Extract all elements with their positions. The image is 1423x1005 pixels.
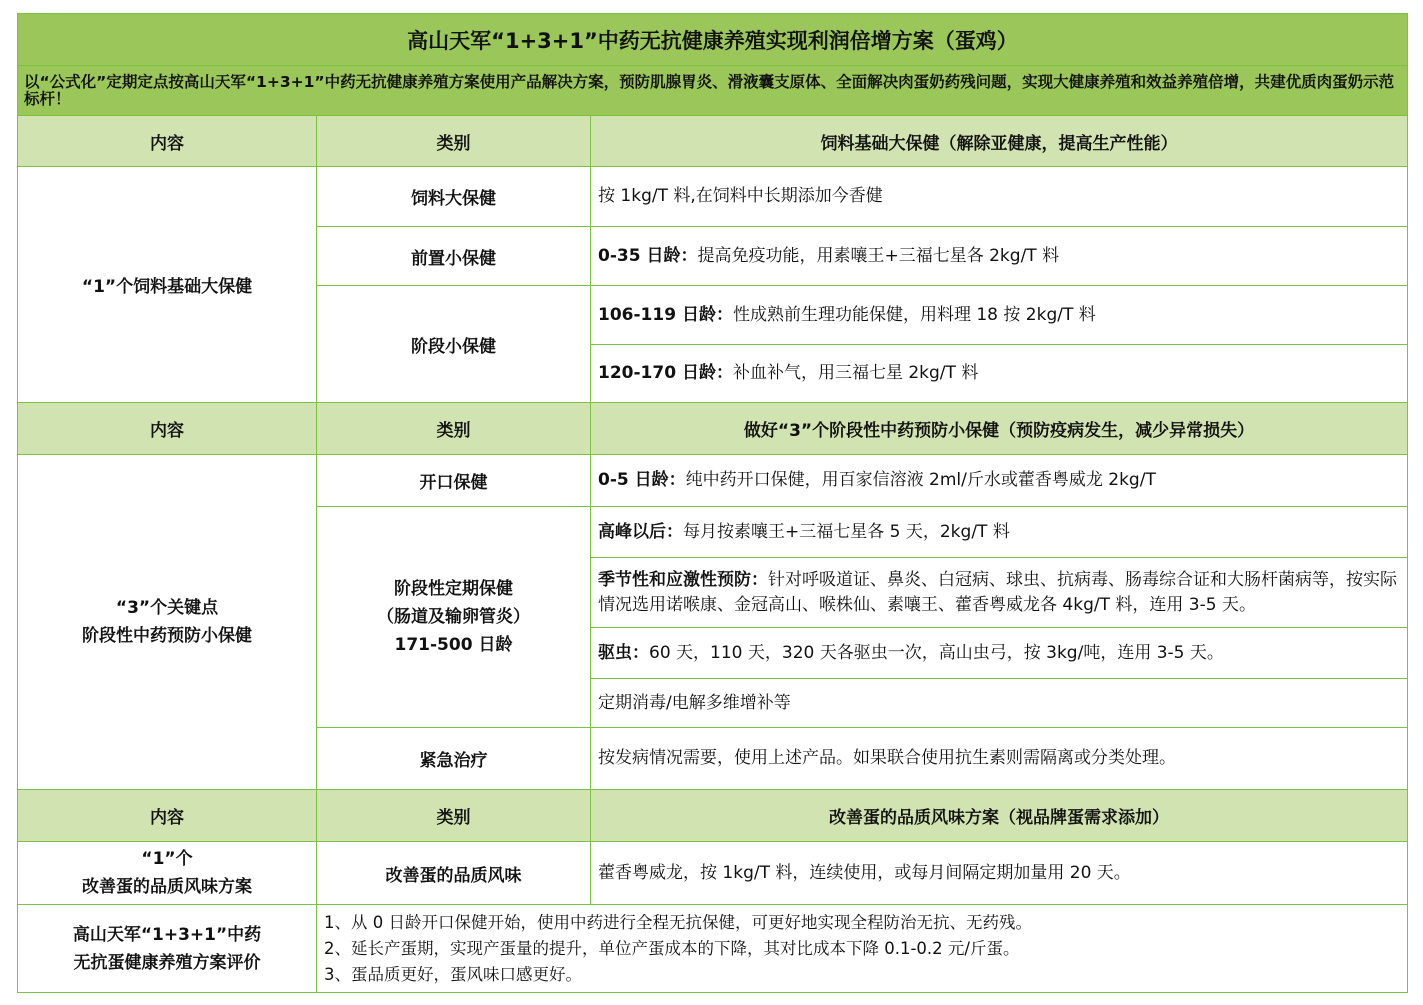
s3-header-content-text: 内容 — [150, 808, 184, 828]
s3-header-content — [17, 789, 317, 842]
s2-periodic-item1-label: 高峰以后： — [598, 521, 683, 542]
s1-row2-text: 提高免疫功能，用素嚷王+三福七星各 2kg/T 料 — [697, 245, 1060, 266]
s2-open-text: 纯中药开口保健，用百家信溶液 2ml/斤水或藿香粤威龙 2kg/T — [685, 470, 1156, 490]
evaluation-items — [316, 904, 1408, 993]
s1-header-category — [316, 115, 591, 167]
s1-row3-category — [316, 285, 591, 403]
s1-header-content — [17, 115, 317, 167]
s2-header-category — [316, 402, 591, 455]
s3-content-line2: 改善蛋的品质风味方案 — [82, 877, 252, 897]
s1-row3-category-text: 阶段小保健 — [411, 336, 496, 357]
s2-content-line2: 阶段性中药预防小保健 — [82, 626, 252, 646]
s1-header-desc — [590, 115, 1408, 167]
s1-row3-text: 性成熟前生理功能保健，用料理 18 按 2kg/T 料 — [732, 304, 1096, 325]
evaluation-label-line1: 高山天军“1+3+1”中药 — [72, 924, 262, 945]
s2-periodic-line3: 171-500 日龄 — [394, 635, 513, 655]
s2-header-content — [17, 402, 317, 455]
s3-text: 藿香粤威龙，按 1kg/T 料，连续使用，或每月间隔定期加量用 20 天。 — [598, 862, 1131, 883]
s2-periodic-item2-label: 季节性和应激性预防： — [598, 569, 768, 590]
s2-open-desc — [590, 454, 1408, 507]
s1-row1-desc — [590, 166, 1408, 227]
s2-emergency-text: 按发病情况需要，使用上述产品。如果联合使用抗生素则需隔离或分类处理。 — [598, 748, 1176, 768]
intro-row — [17, 65, 1408, 116]
s2-periodic-item1 — [590, 506, 1408, 558]
table-title — [17, 13, 1408, 66]
s1-row2-category-text: 前置小保健 — [411, 248, 496, 269]
s1-header-category-text: 类别 — [436, 133, 471, 154]
s2-emergency-category-text: 紧急治疗 — [419, 751, 488, 771]
s3-header-category-text: 类别 — [436, 808, 471, 828]
s2-periodic-item4 — [590, 678, 1408, 728]
plan-table — [17, 13, 1408, 993]
s3-header-desc-text: 改善蛋的品质风味方案（视品牌蛋需求添加） — [829, 808, 1169, 828]
s2-periodic-item3-text: 60 天，110 天，320 天各驱虫一次，高山虫弓，按 3kg/吨，连用 3-5 天。 — [649, 642, 1224, 663]
s1-content-text: “1”个饲料基础大保健 — [81, 277, 253, 297]
s1-row4-desc — [590, 344, 1408, 403]
s1-row2-category — [316, 226, 591, 286]
s2-emergency-desc — [590, 727, 1408, 790]
s2-periodic-line2: （肠道及输卵管炎） — [377, 607, 530, 627]
title-text: 高山天军“1+3+1”中药无抗健康养殖实现利润倍增方案（蛋鸡） — [407, 28, 1018, 53]
s3-header-category — [316, 789, 591, 842]
s2-periodic-item3-label: 驱虫： — [598, 642, 649, 663]
s2-emergency-category — [316, 727, 591, 790]
s2-open-category-text: 开口保健 — [419, 473, 488, 493]
s3-desc — [590, 841, 1408, 905]
evaluation-item-3: 3、蛋品质更好，蛋风味口感更好。 — [324, 964, 582, 984]
s2-open-label: 0-5 日龄： — [598, 470, 686, 490]
s1-row3-label: 106-119 日龄： — [598, 304, 733, 325]
evaluation-label — [17, 904, 317, 993]
s2-periodic-category — [316, 506, 591, 728]
s1-row2-label: 0-35 日龄： — [598, 245, 698, 266]
s3-category — [316, 841, 591, 905]
s2-periodic-item4-text: 定期消毒/电解多维增补等 — [598, 692, 791, 713]
evaluation-label-line2: 无抗蛋健康养殖方案评价 — [73, 952, 261, 973]
evaluation-item-1: 1、从 0 日龄开口保健开始，使用中药进行全程无抗保健，可更好地实现全程防治无抗、无药残。 — [324, 912, 1032, 932]
evaluation-item-2: 2、延长产蛋期，实现产蛋量的提升，单位产蛋成本的下降，其对比成本下降 0.1-0.2 元/斤蛋。 — [324, 938, 1020, 958]
s1-row2-desc — [590, 226, 1408, 286]
s1-header-desc-text: 饲料基础大保健（解除亚健康，提高生产性能） — [820, 133, 1178, 154]
s2-header-desc — [590, 402, 1408, 455]
intro-text: 以“公式化”定期定点按高山天军“1+3+1”中药无抗健康养殖方案使用产品解决方案，预防肌腺胃炎、滑液囊支原体、全面解决肉蛋奶药残问题，实现大健康养殖和效益养殖倍增，共建优质肉蛋奶示范标杆！ — [24, 72, 1395, 108]
s2-header-content-text: 内容 — [150, 421, 184, 441]
s2-content-cell — [17, 454, 317, 790]
s2-content-line1: “3”个关键点 — [115, 598, 219, 618]
s1-header-content-text: 内容 — [150, 133, 184, 154]
s1-row4-text: 补血补气，用三福七星 2kg/T 料 — [732, 363, 979, 383]
s1-content-cell — [17, 166, 317, 403]
s3-category-text: 改善蛋的品质风味 — [385, 865, 522, 886]
s2-header-category-text: 类别 — [436, 421, 471, 441]
s2-periodic-item2 — [590, 557, 1408, 628]
s2-open-category — [316, 454, 591, 507]
s2-periodic-item1-text: 每月按素嚷王+三福七星各 5 天，2kg/T 料 — [683, 521, 1010, 542]
s2-header-desc-text: 做好“3”个阶段性中药预防小保健（预防疫病发生，减少异常损失） — [743, 421, 1255, 441]
s1-row4-label: 120-170 日龄： — [598, 363, 733, 383]
s1-row1-text: 按 1kg/T 料,在饲料中长期添加今香健 — [598, 186, 883, 206]
s1-row3-desc — [590, 285, 1408, 345]
s1-row1-category-text: 饲料大保健 — [411, 189, 496, 209]
s3-header-desc — [590, 789, 1408, 842]
s3-content-line1: “1”个 — [141, 849, 193, 869]
s2-periodic-item3 — [590, 627, 1408, 679]
s1-row1-category — [316, 166, 591, 227]
s2-periodic-line1: 阶段性定期保健 — [394, 579, 513, 599]
s3-content-cell — [17, 841, 317, 905]
s2-periodic-item2-text: 针对呼吸道证、鼻炎、白冠病、球虫、抗病毒、肠毒综合证和大肠杆菌病等，按实际情况选用诺喉康、金冠高山、喉株仙、素嚷王、藿香粤威龙各 4kg/T 料，连用 3-5 天。 — [598, 569, 1397, 615]
